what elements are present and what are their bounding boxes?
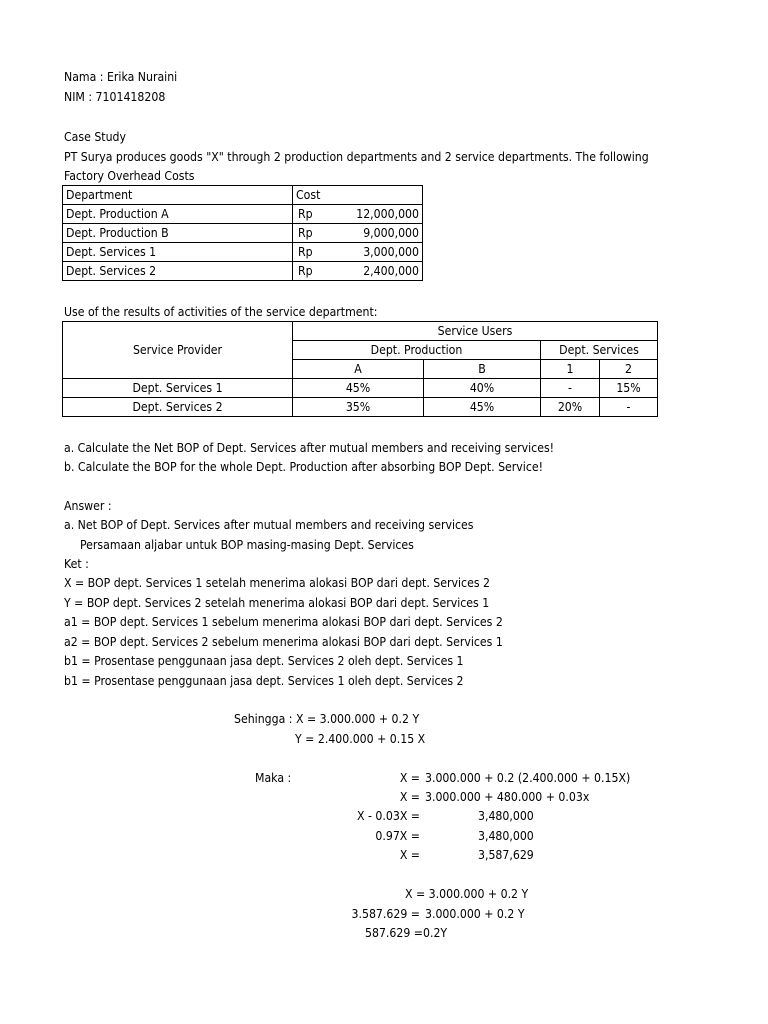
sub-header-2: 2 [600,360,658,379]
currency-cell: Rp [293,224,333,243]
services-header: Dept. Services [541,341,658,360]
case-description: PT Surya produces goods "X" through 2 production departments and 2 service departments. The following [64,150,649,164]
table-header-row [63,186,423,205]
provider-cell: Dept. Services 2 [63,398,293,417]
table-row [63,262,423,281]
usage-cell: - [541,379,600,398]
currency-cell: Rp [293,243,333,262]
equation-lhs: X = [399,848,420,862]
usage-cell: 35% [293,398,424,417]
equation-lhs: 3.587.629 = [351,907,420,921]
department-header: Department [63,186,293,205]
cost-header: Cost [293,186,423,205]
equation-rhs: 3.000.000 + 480.000 + 0.03x [425,790,590,804]
question-a: a. Calculate the Net BOP of Dept. Services after mutual members and receiving services! [64,441,555,455]
amount-cell: 9,000,000 [333,224,423,243]
cost-table [62,185,423,281]
equation-lhs: X = [399,790,420,804]
equation-rhs: 3.000.000 + 0.2 (2.400.000 + 0.15X) [425,771,631,785]
equation-line: X = 3.000.000 + 0.2 Y [405,887,529,901]
sub-header-a: A [293,360,424,379]
usage-cell: 45% [424,398,541,417]
table-row [63,205,423,224]
users-header: Service Users [293,322,658,341]
student-name: Nama : Erika Nuraini [64,70,178,84]
department-cell: Dept. Production A [63,205,293,224]
note-line: X = BOP dept. Services 1 setelah menerima alokasi BOP dari dept. Services 2 [64,576,491,590]
usage-cell: 40% [424,379,541,398]
department-cell: Dept. Services 1 [63,243,293,262]
equation-rhs: 3,587,629 [478,848,534,862]
note-line: Y = BOP dept. Services 2 setelah menerima alokasi BOP dari dept. Services 1 [64,596,490,610]
overhead-label: Factory Overhead Costs [64,169,195,183]
provider-header: Service Provider [63,322,293,379]
sehingga-equation-1: Sehingga : X = 3.000.000 + 0.2 Y [234,712,420,726]
equation-lhs: 0.97X = [375,829,420,843]
production-header: Dept. Production [293,341,541,360]
amount-cell: 12,000,000 [333,205,423,224]
table-row [63,224,423,243]
note-line: a1 = BOP dept. Services 1 sebelum menerima alokasi BOP dari dept. Services 2 [64,615,503,629]
equation-lhs: X - 0.03X = [356,809,420,823]
usage-cell: 45% [293,379,424,398]
equation-line: 587.629 =0.2Y [365,926,448,940]
equation-lhs: X = [399,771,420,785]
student-nim: NIM : 7101418208 [64,90,166,104]
usage-cell: 15% [600,379,658,398]
table-row [63,243,423,262]
question-b: b. Calculate the BOP for the whole Dept. Production after absorbing BOP Dept. Service! [64,460,543,474]
currency-cell: Rp [293,262,333,281]
usage-cell: - [600,398,658,417]
sehingga-equation-2: Y = 2.400.000 + 0.15 X [295,732,426,746]
provider-cell: Dept. Services 1 [63,379,293,398]
table-row [63,379,658,398]
usage-cell: 20% [541,398,600,417]
usage-intro: Use of the results of activities of the service department: [64,305,378,319]
equation-rhs: 3,480,000 [478,809,534,823]
table-row [63,398,658,417]
equation-rhs: 3,480,000 [478,829,534,843]
currency-cell: Rp [293,205,333,224]
amount-cell: 3,000,000 [333,243,423,262]
note-line: b1 = Prosentase penggunaan jasa dept. Services 2 oleh dept. Services 1 [64,654,464,668]
answer-subtitle: Persamaan aljabar untuk BOP masing-masing Dept. Services [80,538,414,552]
maka-label: Maka : [255,771,292,785]
note-line: b1 = Prosentase penggunaan jasa dept. Services 1 oleh dept. Services 2 [64,674,464,688]
sub-header-1: 1 [541,360,600,379]
department-cell: Dept. Services 2 [63,262,293,281]
answer-title: Answer : [64,499,112,513]
note-line: a2 = BOP dept. Services 2 sebelum menerima alokasi BOP dari dept. Services 1 [64,635,503,649]
sub-header-b: B [424,360,541,379]
equation-rhs: 3.000.000 + 0.2 Y [425,907,525,921]
table-header-row [63,322,658,341]
case-title: Case Study [64,130,126,144]
amount-cell: 2,400,000 [333,262,423,281]
answer-a-title: a. Net BOP of Dept. Services after mutual members and receiving services [64,518,474,532]
usage-table [62,321,658,417]
department-cell: Dept. Production B [63,224,293,243]
ket-label: Ket : [64,557,89,571]
